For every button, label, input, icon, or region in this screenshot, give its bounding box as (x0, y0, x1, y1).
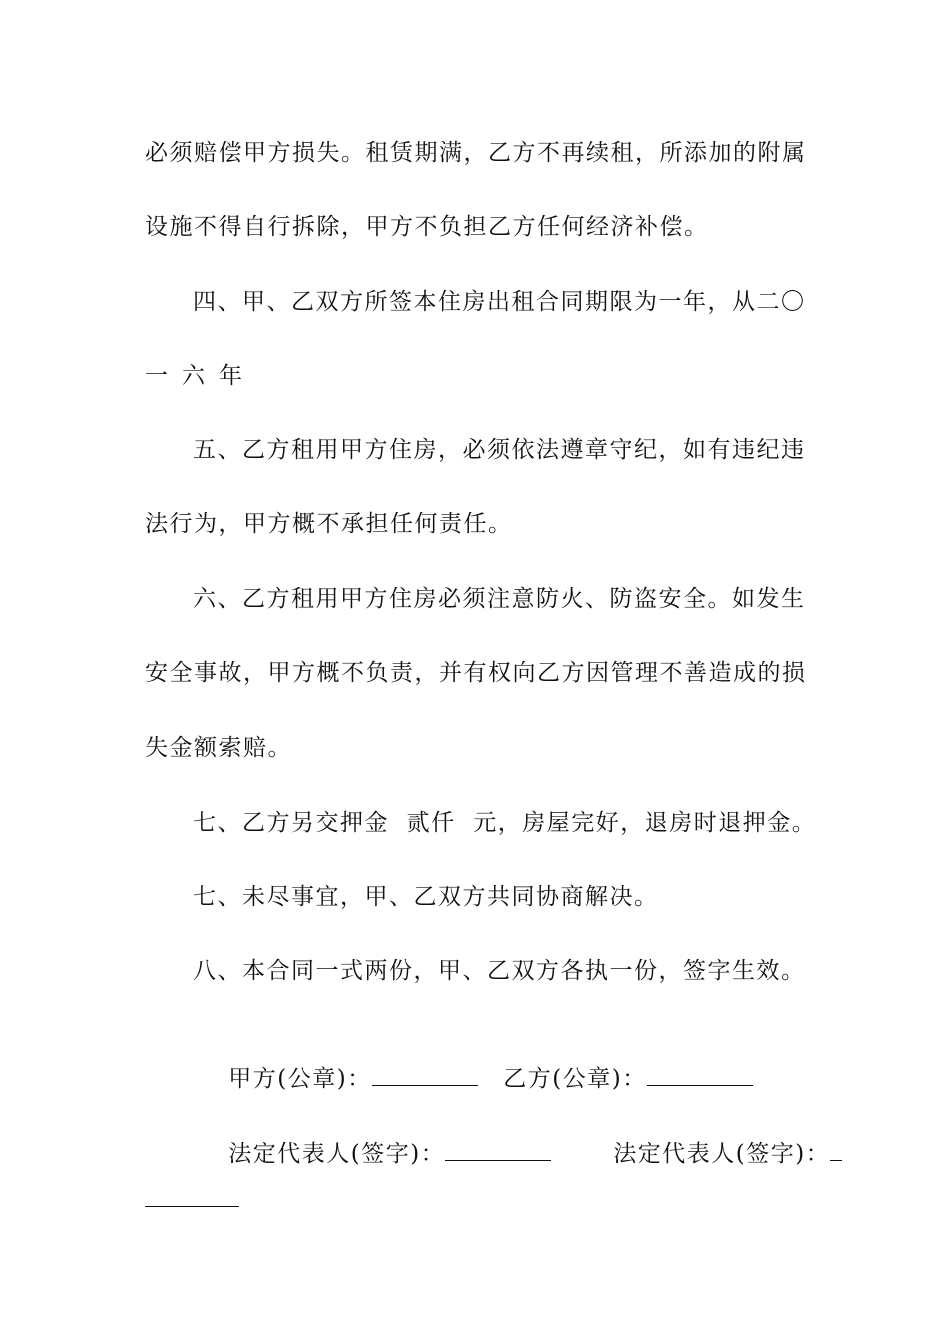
paragraph-line: 设施不得自行拆除，甲方不负担乙方任何经济补偿。 (145, 214, 709, 240)
clause-eight: 八、本合同一式两份，甲、乙双方各执一份，签字生效。 (193, 958, 806, 984)
rep-b-signature-label: 法定代表人(签字)： (613, 1141, 831, 1167)
rep-a-signature-blank[interactable] (445, 1136, 551, 1161)
clause-six: 六、乙方租用甲方住房必须注意防火、防盗安全。如发生 (193, 586, 806, 612)
party-a-seal-label: 甲方(公章)： (228, 1066, 372, 1092)
clause-five: 五、乙方租用甲方住房，必须依法遵章守纪，如有违纪违 (193, 437, 806, 463)
paragraph-line: 必须赔偿甲方损失。租赁期满，乙方不再续租，所添加的附属 (145, 140, 807, 166)
rep-a-signature-label: 法定代表人(签字)： (228, 1141, 446, 1167)
rep-a-signature-row (193, 1106, 551, 1199)
party-a-seal-blank[interactable] (372, 1061, 478, 1086)
clause-four: 四、甲、乙双方所签本住房出租合同期限为一年，从二〇 (193, 289, 806, 315)
paragraph-line: 法行为，甲方概不承担任何责任。 (145, 511, 513, 537)
party-b-seal-blank[interactable] (647, 1061, 753, 1086)
rep-b-signature-blank-start[interactable] (830, 1136, 842, 1161)
paragraph-line: 一六年 (145, 363, 256, 389)
party-b-seal-label: 乙方(公章)： (503, 1066, 647, 1092)
clause-seven-deposit: 七、乙方另交押金 贰仟 元，房屋完好，退房时退押金。 (193, 810, 817, 836)
paragraph-line: 失金额索赔。 (145, 735, 292, 761)
rep-b-signature-blank-continued[interactable] (145, 1206, 239, 1207)
clause-seven-misc: 七、未尽事宜，甲、乙双方共同协商解决。 (193, 884, 659, 910)
paragraph-line: 安全事故，甲方概不负责，并有权向乙方因管理不善造成的损 (145, 660, 807, 686)
rep-b-signature-row (578, 1106, 842, 1199)
